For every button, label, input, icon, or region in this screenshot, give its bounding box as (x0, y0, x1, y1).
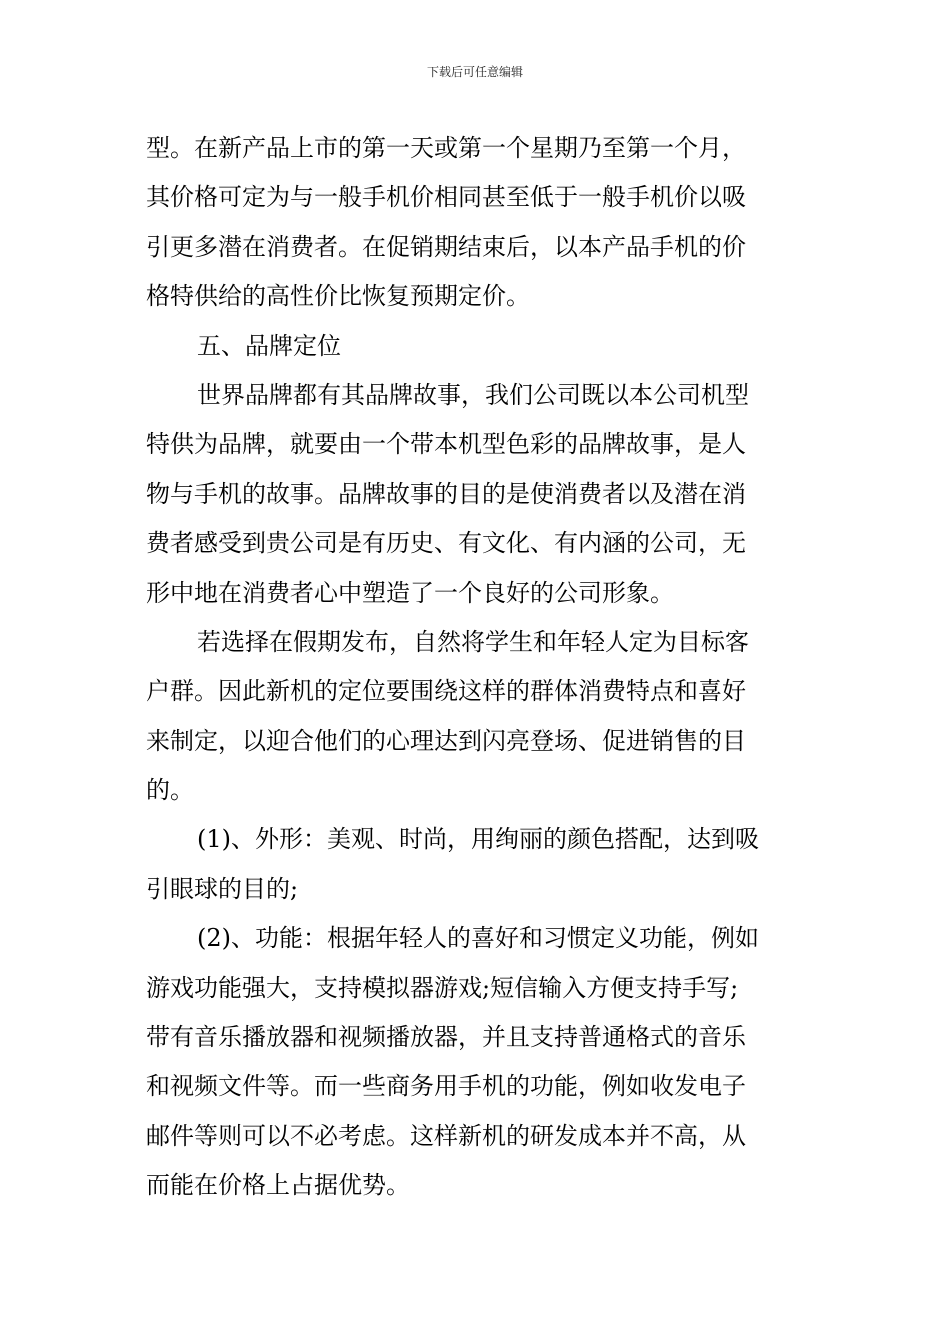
text-line: 其价格可定为与一般手机价相同甚至低于一般手机价以吸 (146, 183, 746, 212)
text-line: 而能在价格上占据优势。 (146, 1171, 410, 1200)
text-line: 物与手机的故事。品牌故事的目的是使消费者以及潜在消 (146, 479, 746, 508)
text-line: 费者感受到贵公司是有历史、有文化、有内涵的公司，无 (146, 529, 746, 558)
document-body (146, 128, 810, 1215)
text-line: 形中地在消费者心中塑造了一个良好的公司形象。 (146, 578, 674, 607)
text-line: (1)、外形：美观、时尚，用绚丽的颜色搭配，达到吸 (197, 825, 759, 854)
text-line: 的。 (146, 776, 194, 805)
text-line: (2)、功能：根据年轻人的喜好和习惯定义功能，例如 (197, 924, 759, 953)
text-line: 户群。因此新机的定位要围绕这样的群体消费特点和喜好 (146, 677, 746, 706)
text-line: 五、品牌定位 (197, 331, 341, 360)
text-line: 格特供给的高性价比恢复预期定价。 (146, 282, 530, 311)
text-line: 带有音乐播放器和视频播放器，并且支持普通格式的音乐 (146, 1023, 746, 1052)
text-line: 引眼球的目的; (146, 874, 299, 903)
text-line: 特供为品牌，就要由一个带本机型色彩的品牌故事，是人 (146, 430, 746, 459)
text-line: 和视频文件等。而一些商务用手机的功能，例如收发电子 (146, 1072, 746, 1101)
text-line: 来制定，以迎合他们的心理达到闪亮登场、促进销售的目 (146, 726, 746, 755)
text-line: 若选择在假期发布，自然将学生和年轻人定为目标客 (197, 627, 749, 656)
text-line: 邮件等则可以不必考虑。这样新机的研发成本并不高，从 (146, 1121, 746, 1150)
page-header-note: 下载后可任意编辑 (426, 65, 523, 79)
text-line: 世界品牌都有其品牌故事，我们公司既以本公司机型 (197, 380, 749, 409)
text-line: 游戏功能强大，支持模拟器游戏;短信输入方便支持手写; (146, 973, 739, 1002)
text-line: 型。在新产品上市的第一天或第一个星期乃至第一个月， (146, 134, 746, 162)
text-line: 引更多潜在消费者。在促销期结束后，以本产品手机的价 (146, 232, 746, 261)
